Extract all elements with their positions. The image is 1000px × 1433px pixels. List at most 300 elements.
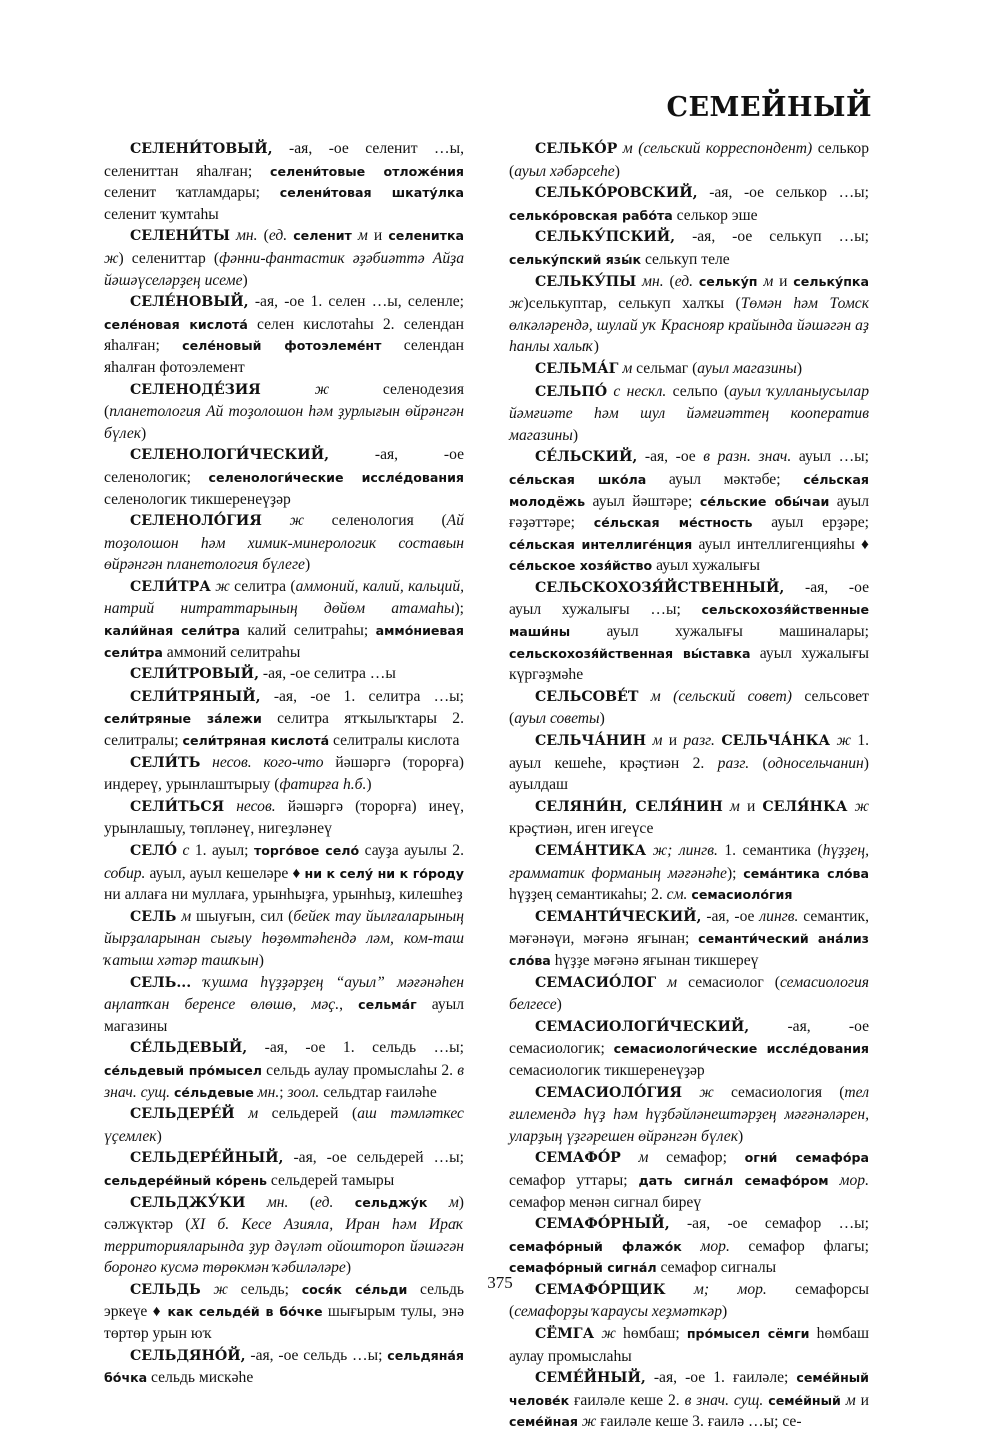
headword: СЕЛИ́ТРОВЫЙ, xyxy=(130,666,260,683)
entry-text: семафор менән сигнал биреү xyxy=(509,1193,702,1211)
entry-text: семасиология ( xyxy=(713,1083,845,1101)
dictionary-entry xyxy=(104,686,464,752)
entry-text: ауыл ерҙәре; xyxy=(752,514,869,532)
entry-text: һүҙҙе мәғәнә яғынан тикшереү xyxy=(550,951,759,969)
grammar-note: мор. xyxy=(828,1171,869,1189)
grammar-note: фәнни-фантастик әҙәбиәттә Айҙа йәшәүселәрҙең исеме xyxy=(104,249,464,289)
headword: СЕЛЕНИ́ТЫ xyxy=(130,228,230,245)
example-phrase: сели́тряная кислота́ xyxy=(182,733,330,749)
grammar-note: м xyxy=(722,797,740,815)
dictionary-entry xyxy=(509,446,869,577)
grammar-note: м (сельский корреспондент) xyxy=(617,140,813,157)
entry-text: ауыл йәштәре; xyxy=(585,492,700,510)
grammar-note: разг. xyxy=(683,732,715,750)
dictionary-entry xyxy=(104,752,464,796)
entry-text: 1. ауыл; xyxy=(189,842,254,859)
entry-text: ауыл ғәҙәттәре; xyxy=(509,492,869,532)
example-phrase: се́льская шко́ла xyxy=(509,471,647,487)
example-phrase: как сельде́й в бо́чке xyxy=(167,1304,323,1320)
headword: СЕЛИ́ТЬ xyxy=(130,754,201,771)
dictionary-entry xyxy=(509,906,869,972)
entry-text: селенологик тикшеренеүҙәр xyxy=(104,490,291,508)
grammar-note: семафорҙы ҡараусы хеҙмәткәр xyxy=(514,1303,722,1321)
entry-text: ) xyxy=(345,1259,352,1277)
example-phrase: сельскохозя́йственные маши́ны xyxy=(509,602,869,640)
grammar-note: м xyxy=(646,732,663,750)
entry-text: -ая, -ое сельдь …ы; xyxy=(245,1346,388,1364)
dictionary-entry xyxy=(509,972,869,1016)
headword: СЕ́ЛЬСКИЙ, xyxy=(535,449,638,466)
grammar-note: тел ғилемендә һүҙ һәм һүҙбәйләнештәрҙең мәғәнәләрен, уларҙың үҙгәрешен өйрәнгән бүлек xyxy=(509,1083,869,1145)
dictionary-entry xyxy=(104,138,464,225)
grammar-note: м xyxy=(618,359,633,377)
example-phrase: сельдере́йный ко́рень xyxy=(104,1172,268,1188)
entry-text: ) xyxy=(593,338,599,356)
grammar-note: м xyxy=(427,1193,459,1211)
grammar-note: несов. кого-что xyxy=(200,753,324,771)
entry-text: ) xyxy=(141,424,147,442)
headword: СЕЛЕНОЛО́ГИЯ xyxy=(130,513,262,530)
example-phrase: семасиологи́ческие иссле́дования xyxy=(613,1041,869,1057)
entry-text: -ая, -ое сельдерей …ы; xyxy=(283,1149,464,1167)
grammar-note: бейек тау йылғаларының йырҙаларынан сығыу һөҙөмтәһендә ләм, ком-таш ҡатыш хәтәр ташҡын xyxy=(104,907,464,969)
entry-text: ( xyxy=(257,227,269,245)
entry-text: и xyxy=(367,227,389,245)
grammar-note: Ай тоҙолошон һәм химик-минерологик составын өйрәнгән планетология бүлеге xyxy=(104,512,464,574)
example-phrase: торго́вое село́ xyxy=(253,843,360,858)
example-phrase: селько́ровская рабо́та xyxy=(509,207,673,223)
grammar-note: ж xyxy=(260,380,330,398)
headword: СЕМЕ́ЙНЫЙ, xyxy=(535,1370,646,1387)
headword: СЕЛЬКУ́ПЫ xyxy=(535,273,637,290)
headword: СЕМАНТИ́ЧЕСКИЙ, xyxy=(535,908,702,925)
grammar-note: несов. xyxy=(224,797,276,815)
entry-text: сельпо ( xyxy=(666,382,730,400)
entry-text: ) xyxy=(258,951,264,969)
entry-text: семафор уттары; xyxy=(509,1171,639,1189)
entry-text: и xyxy=(773,272,794,290)
entry-text: һөмбаш аулау промыслаһы xyxy=(509,1325,869,1365)
grammar-note: м xyxy=(620,1149,649,1167)
grammar-note: мн. xyxy=(253,1083,280,1101)
example-phrase: се́льская молодёжь xyxy=(509,471,869,509)
dictionary-entry xyxy=(104,1103,464,1147)
entry-text: семасиологик тикшеренеүҙәр xyxy=(509,1061,705,1079)
example-phrase: семе́йная xyxy=(509,1414,578,1430)
grammar-note: ж xyxy=(594,1325,616,1343)
entry-text: семасиолог ( xyxy=(677,973,780,991)
entry-text: ) селениттар ( xyxy=(118,249,220,267)
entry-text: ғаиләле кеше 2. xyxy=(569,1391,685,1409)
entry-text: 1. семантика ( xyxy=(717,842,823,859)
entry-text: ғаиләле кеше 3. ғаилә …ы; се- xyxy=(596,1413,802,1431)
headword: СЕЛИ́ТЬСЯ xyxy=(130,798,225,815)
entry-text: селенит ҡумтаһы xyxy=(104,205,219,223)
grammar-note: с xyxy=(177,842,190,859)
grammar-note: зоол. xyxy=(287,1083,320,1101)
grammar-note: см. xyxy=(666,886,688,904)
dictionary-entry xyxy=(104,796,464,840)
entry-text: -ая, -ое селькор …ы; xyxy=(697,184,869,202)
grammar-note: лингв. xyxy=(759,907,799,925)
grammar-note: планетология Ай тоҙолошон һәм ҙурлығын өйрәнгән бүлек xyxy=(104,403,464,442)
entry-text: семафор флагы; xyxy=(729,1237,869,1255)
entry-text: -ая, -ое селенит …ы, селениттан яһалған; xyxy=(104,140,464,180)
grammar-note: ж xyxy=(830,732,851,750)
headword: СЕ́ЛЬДЕВЫЙ, xyxy=(130,1040,248,1057)
example-phrase: селе́новая кислота́ xyxy=(104,316,248,332)
entry-text: сельдь аулау промыслаһы 2. xyxy=(262,1061,458,1079)
entry-text: ауыл магазины xyxy=(104,996,464,1035)
entry-text: сельдь; xyxy=(227,1280,302,1298)
entry-text: ) xyxy=(242,271,248,289)
grammar-note: ж xyxy=(509,295,524,313)
grammar-note: в разн. знач. xyxy=(703,448,792,466)
example-phrase: се́льдевые xyxy=(173,1084,254,1100)
grammar-note: аш тәмләткес үҫемлек xyxy=(104,1105,464,1145)
entry-text: селенология ( xyxy=(304,512,447,530)
entry-text: ) xyxy=(796,359,803,377)
entry-text: крәҫтиән, иген игеүсе xyxy=(509,820,654,838)
entry-text: 1. ауыл кешеһе, крәҫтиән 2. xyxy=(509,732,870,772)
grammar-note: односельчанин xyxy=(767,754,864,772)
page-number: 375 xyxy=(487,1273,513,1292)
example-phrase: селени́товые отложе́ния xyxy=(270,163,464,179)
grammar-note: ауыл магазины xyxy=(697,359,797,377)
dictionary-entry xyxy=(509,840,869,906)
entry-text xyxy=(191,974,203,991)
dictionary-entry xyxy=(104,379,464,445)
entry-text: ( xyxy=(288,1193,316,1211)
entry-text: ауыл мәктәбе; xyxy=(646,470,804,488)
dictionary-entry xyxy=(509,1213,869,1279)
grammar-note: ж xyxy=(682,1083,714,1101)
entry-text: селенит ҡатламдары; xyxy=(104,184,280,202)
entry-text: и xyxy=(739,797,763,815)
grammar-note: ҡушма һүҙҙәрҙең “ауыл” мәғәнәһен аңлатҡан беренсе өлөшө, мәҫ. xyxy=(104,973,464,1014)
headword: СЕЛЯ́НКА xyxy=(762,798,848,815)
example-phrase: сося́к се́льди xyxy=(301,1281,408,1297)
example-phrase: семе́йный челове́к xyxy=(509,1370,869,1408)
entry-text: аммоний селитраһы xyxy=(162,643,301,661)
entry-text: ) xyxy=(599,710,605,728)
example-phrase: семасиоло́гия xyxy=(691,887,793,903)
dictionary-entry xyxy=(104,663,464,686)
example-phrase: про́мысел сёмги xyxy=(686,1326,810,1342)
grammar-note: м (сельский совет) xyxy=(638,687,792,705)
headword: СЕМАФО́РЩИК xyxy=(535,1281,666,1298)
example-phrase: аммо́ниевая сели́тра xyxy=(104,623,464,660)
entry-text: семафорсы ( xyxy=(509,1280,869,1321)
entry-text: селитралы кислота xyxy=(329,732,460,750)
headword: СЕЛЬДЬ xyxy=(130,1281,201,1298)
dictionary-entry xyxy=(509,182,869,226)
example-phrase: сельджу́к xyxy=(354,1194,428,1210)
example-phrase: сели́тряные за́лежи xyxy=(104,711,262,727)
entry-text: -ая, -ое семасиологик; xyxy=(509,1017,869,1058)
dictionary-entry xyxy=(104,1345,464,1389)
dictionary-entry xyxy=(104,510,464,576)
grammar-note: ед. xyxy=(674,272,694,290)
entry-text: һүҙҙең семантикаһы; 2. xyxy=(509,886,667,904)
example-phrase: се́льская ме́стность xyxy=(593,515,753,531)
grammar-note: ж xyxy=(104,249,119,267)
dictionary-entry xyxy=(509,1082,869,1148)
grammar-note: м xyxy=(757,272,774,290)
entry-text: )селькуптар, селькуп халҡы ( xyxy=(523,295,741,313)
entry-text: сельмаг ( xyxy=(632,359,698,377)
example-phrase: огни́ семафо́ра xyxy=(744,1150,869,1166)
entry-text: и xyxy=(855,1391,869,1409)
entry-text: , xyxy=(339,996,359,1014)
entry-text: -ая, -ое семафор …ы; xyxy=(669,1215,869,1233)
example-phrase: сельку́пский язы́к xyxy=(509,251,642,267)
headword: СЕЛЕНИ́ТОВЫЙ, xyxy=(130,141,273,157)
grammar-note: фатирға һ.б. xyxy=(279,776,367,794)
dictionary-entry xyxy=(104,1147,464,1191)
entry-text: сауҙа ауылы 2. xyxy=(359,842,464,859)
example-phrase: селе́новый фотоэлеме́нт xyxy=(182,338,382,354)
entry-text: -ая, -ое селенологик; xyxy=(104,446,464,486)
headword: СЕЛИ́ТРЯНЫЙ, xyxy=(130,688,261,705)
dictionary-entry xyxy=(509,1147,869,1213)
headword: СЕЛИ́ТРА xyxy=(130,578,211,595)
example-phrase: семафо́рный сигна́л xyxy=(509,1260,657,1276)
dictionary-entry xyxy=(509,1323,869,1367)
grammar-note: мн. xyxy=(636,272,664,290)
entry-text: -ая, -ое селитра …ы xyxy=(259,665,396,683)
entry-text: сельдерей ( xyxy=(258,1105,358,1123)
example-phrase: дать сигна́л семафо́ром xyxy=(638,1172,829,1188)
grammar-note: разг. xyxy=(717,754,750,772)
headword: СЕМАСИО́ЛОГ xyxy=(535,974,657,991)
dictionary-entry xyxy=(509,730,869,796)
headword: СЕМА́НТИКА xyxy=(535,843,647,859)
grammar-note: м xyxy=(176,907,192,925)
dictionary-entry xyxy=(104,444,464,510)
entry-text: ( xyxy=(749,754,768,772)
entry-text: шыуғын, сил ( xyxy=(191,907,294,925)
entry-text: калий селитраһы; xyxy=(239,622,376,640)
entry-text: селькор эше xyxy=(672,206,758,224)
entry-text: ) xyxy=(366,776,372,794)
entry-text: ) xyxy=(156,1127,162,1145)
headword: СЕЛЬКО́Р xyxy=(535,141,618,157)
grammar-note: ед. xyxy=(268,227,288,245)
headword: СЕЛО́ xyxy=(130,843,178,859)
entry-text: селен кислотаһы 2. селендан яһалған; xyxy=(104,315,464,355)
entry-text: семафор; xyxy=(648,1149,745,1167)
grammar-note: мн. xyxy=(245,1193,289,1211)
entry-text: сельдтар ғаиләһе xyxy=(319,1083,437,1101)
entry-text: йәшәргә (торорға) инеү, урынлашыу, төпләнеү, нигеҙләнеү xyxy=(104,797,464,838)
headword: СЕЛЬДЕРЕ́ЙНЫЙ, xyxy=(130,1150,284,1167)
example-phrase: се́льское хозя́йство xyxy=(509,558,653,574)
headword: СЕЛЕНОЛОГИ́ЧЕСКИЙ, xyxy=(130,447,330,464)
entry-text: селькор ( xyxy=(509,140,870,180)
example-phrase: ни к селу́ ни к го́роду xyxy=(304,865,464,881)
grammar-note: ауыл советы xyxy=(514,710,600,728)
entry-text xyxy=(333,1194,354,1211)
entry-text: ) xyxy=(572,426,579,444)
headword: СЕЛЬ xyxy=(130,908,177,925)
dictionary-entry xyxy=(104,225,464,291)
entry-text: -ая, -ое 1. ғаиләле; xyxy=(645,1369,797,1387)
grammar-note: семасиология белгесе xyxy=(509,973,869,1014)
grammar-note: м xyxy=(234,1105,259,1123)
headword: СЕМАСИОЛО́ГИЯ xyxy=(535,1084,683,1101)
headword: СЕЛЬКУ́ПСКИЙ, xyxy=(535,229,676,246)
grammar-note: ж xyxy=(847,797,870,815)
entry-text: семафор сигналы xyxy=(656,1259,777,1277)
headword: СЕЛЬКО́РОВСКИЙ, xyxy=(535,185,698,202)
headword: СЕЛЬДЯНО́Й, xyxy=(130,1347,246,1364)
dictionary-entry xyxy=(509,138,869,182)
grammar-note: м; мор. xyxy=(665,1280,767,1298)
dictionary-entry xyxy=(509,1367,869,1433)
dictionary-entry xyxy=(104,840,464,906)
entry-text: селитра ( xyxy=(229,577,296,595)
entry-text: һөмбаш; xyxy=(615,1325,687,1343)
grammar-note: в знач. сущ. xyxy=(684,1391,764,1409)
example-phrase: сельку́пка xyxy=(793,273,869,289)
headword: СЕЛЬДЕРЕ́Й xyxy=(130,1106,235,1123)
example-phrase: селенит xyxy=(293,228,352,244)
dictionary-entry xyxy=(509,271,869,358)
grammar-note: ауыл хәбәрсеһе xyxy=(514,162,615,180)
entry-text: -ая, -ое 1. сельдь …ы; xyxy=(247,1039,464,1057)
entry-text: ) xyxy=(614,162,620,180)
entry-text: селькуп теле xyxy=(641,250,730,268)
headword: СЕЛЬСКОХОЗЯ́ЙСТВЕННЫЙ, xyxy=(535,579,785,596)
example-phrase: кали́йная сели́тра xyxy=(104,623,240,639)
headword: СЁМГА xyxy=(535,1326,595,1343)
entry-text: ) xyxy=(304,556,311,574)
entry-text: -ая, -ое селькуп …ы; xyxy=(675,228,869,246)
dictionary-entry xyxy=(104,906,464,972)
example-phrase: селенологи́ческие иссле́дования xyxy=(208,469,464,485)
dictionary-entry xyxy=(104,972,464,1038)
grammar-note: ауыл ҡулланыусылар йәмғиәте һәм шул йәмғиәттең кооператив магазины xyxy=(509,382,869,444)
entry-text: ) xyxy=(556,996,562,1014)
headword: СЕЛЕ́НОВЫЙ, xyxy=(130,294,249,311)
dictionary-entry xyxy=(509,1016,869,1082)
entry-text: ; xyxy=(279,1083,288,1101)
running-head: СЕМЕЙНЫЙ xyxy=(666,92,872,123)
entry-text: шығырым тулы, энә төртөр урын юҡ xyxy=(104,1303,464,1343)
grammar-note: аммоний, калий, кальций, натрий нитраттарының дөйөм атамаһы xyxy=(104,577,465,618)
example-phrase: сельдяна́я бо́чка xyxy=(104,1347,464,1386)
dictionary-entry xyxy=(509,381,869,447)
entry-text: сельдь эркеүе ♦ xyxy=(104,1280,465,1321)
grammar-note: с нескл. xyxy=(607,382,667,400)
entry-text: ауыл интеллигенцияһы ♦ xyxy=(692,535,869,553)
example-phrase: сельма́г xyxy=(358,997,417,1013)
entry-text: ( xyxy=(663,272,675,290)
example-phrase: семафо́рный флажо́к xyxy=(509,1238,682,1254)
entry-text: -ая, -ое ауыл хужалығы …ы; xyxy=(509,578,869,619)
grammar-note: собир. xyxy=(104,864,146,882)
example-phrase: сельскохозя́йственная вы́ставка xyxy=(509,645,751,661)
entry-text: сельдерей тамыры xyxy=(267,1171,395,1189)
grammar-note: ед. xyxy=(315,1193,334,1211)
example-phrase: сема́нтика сло́ва xyxy=(743,865,869,881)
entry-text: ) ауылдаш xyxy=(509,754,869,794)
grammar-note: м xyxy=(351,227,368,245)
dictionary-entry xyxy=(104,1037,464,1103)
entry-text: сельдь мискәһе xyxy=(147,1369,254,1387)
grammar-note: м xyxy=(656,973,678,991)
entry-text: ауыл хужалығы xyxy=(652,557,760,575)
grammar-note: ж xyxy=(577,1413,597,1431)
dictionary-entry xyxy=(509,686,869,730)
dictionary-entry xyxy=(104,576,464,663)
entry-text: и xyxy=(662,732,684,750)
entry-text: ауыл хужалығы күргәҙмәһе xyxy=(509,644,869,684)
entry-text: ); xyxy=(454,600,464,618)
grammar-note: һүҙҙең, грамматик форманың мәғәнәһе xyxy=(509,842,869,882)
entry-text: ) сәлжүктәр ( xyxy=(104,1193,464,1234)
headword: СЕЛЬМА́Г xyxy=(535,360,619,377)
example-phrase: селени́товая шкату́лка xyxy=(279,185,465,201)
headword: СЕЛЯНИ́Н, СЕЛЯ́НИН xyxy=(535,798,723,815)
headword: СЕЛЬЧА́НКА xyxy=(721,733,831,750)
headword: СЕЛЕНОДЕ́ЗИЯ xyxy=(130,381,261,398)
grammar-note: ж xyxy=(200,1280,228,1298)
grammar-note: м xyxy=(840,1391,856,1409)
dictionary-entry xyxy=(509,358,869,381)
entry-text: ауыл, ауыл кешеләре ♦ xyxy=(145,864,305,882)
dictionary-entry xyxy=(104,1192,464,1279)
example-phrase: селенитка xyxy=(388,228,464,244)
grammar-note: мн. xyxy=(229,227,258,245)
headword: СЕЛЬ... xyxy=(130,974,192,991)
dictionary-entry xyxy=(104,291,464,378)
entry-text: селитра ятҡылыҡтары 2. селитралы; xyxy=(104,710,464,750)
grammar-note: в знач. сущ. xyxy=(104,1061,464,1101)
entry-text: -ая, -ое xyxy=(701,907,760,925)
entry-text: селендан яһалған фотоэлемент xyxy=(104,337,465,376)
entry-text: -ая, -ое 1. селитра …ы; xyxy=(260,687,464,705)
entry-text: ауыл …ы; xyxy=(791,448,869,466)
grammar-note: ж xyxy=(210,577,230,595)
entry-text: селенодезия ( xyxy=(104,380,464,421)
dictionary-entry xyxy=(509,577,869,686)
grammar-note: мор. xyxy=(681,1237,730,1255)
left-column xyxy=(104,138,464,1389)
entry-text: ) xyxy=(738,1127,744,1145)
entry-text: сельсовет ( xyxy=(509,687,869,728)
example-phrase: семе́йный xyxy=(768,1392,841,1408)
headword: СЕЛЬЧА́НИН xyxy=(535,733,647,750)
entry-text: ауыл хужалығы машиналары; xyxy=(570,623,869,641)
entry-text: йәшәргә (торорға) индереү, урынлаштырыу ( xyxy=(104,753,464,794)
headword: СЕМАФО́РНЫЙ, xyxy=(535,1216,670,1233)
entry-text: ни аллаға ни муллаға, урынһыҙға, урынһыҙ, килешһеҙ xyxy=(104,886,463,904)
right-column xyxy=(509,138,869,1433)
grammar-note: XI б. Кесе Азияла, Иран һәм Ираҡ территорияларында ҙур дәүләт ойоштороп йәшәгән боронғо кусмә төрөкмән ҡәбиләләре xyxy=(104,1216,464,1277)
headword: СЕЛЬПО́ xyxy=(535,383,608,400)
example-phrase: се́льские обы́чаи xyxy=(699,493,830,509)
dictionary-entry xyxy=(509,226,869,270)
headword: СЕМАФО́Р xyxy=(535,1150,621,1167)
grammar-note: ж xyxy=(261,512,305,530)
entry-text: -ая, -ое 1. селен …ы, селенле; xyxy=(248,293,464,311)
headword: СЕМАСИОЛОГИ́ЧЕСКИЙ, xyxy=(535,1018,750,1035)
example-phrase: сельку́п xyxy=(698,273,758,289)
headword: СЕЛЬСОВЕ́Т xyxy=(535,688,639,705)
entry-text: ) xyxy=(722,1303,728,1321)
